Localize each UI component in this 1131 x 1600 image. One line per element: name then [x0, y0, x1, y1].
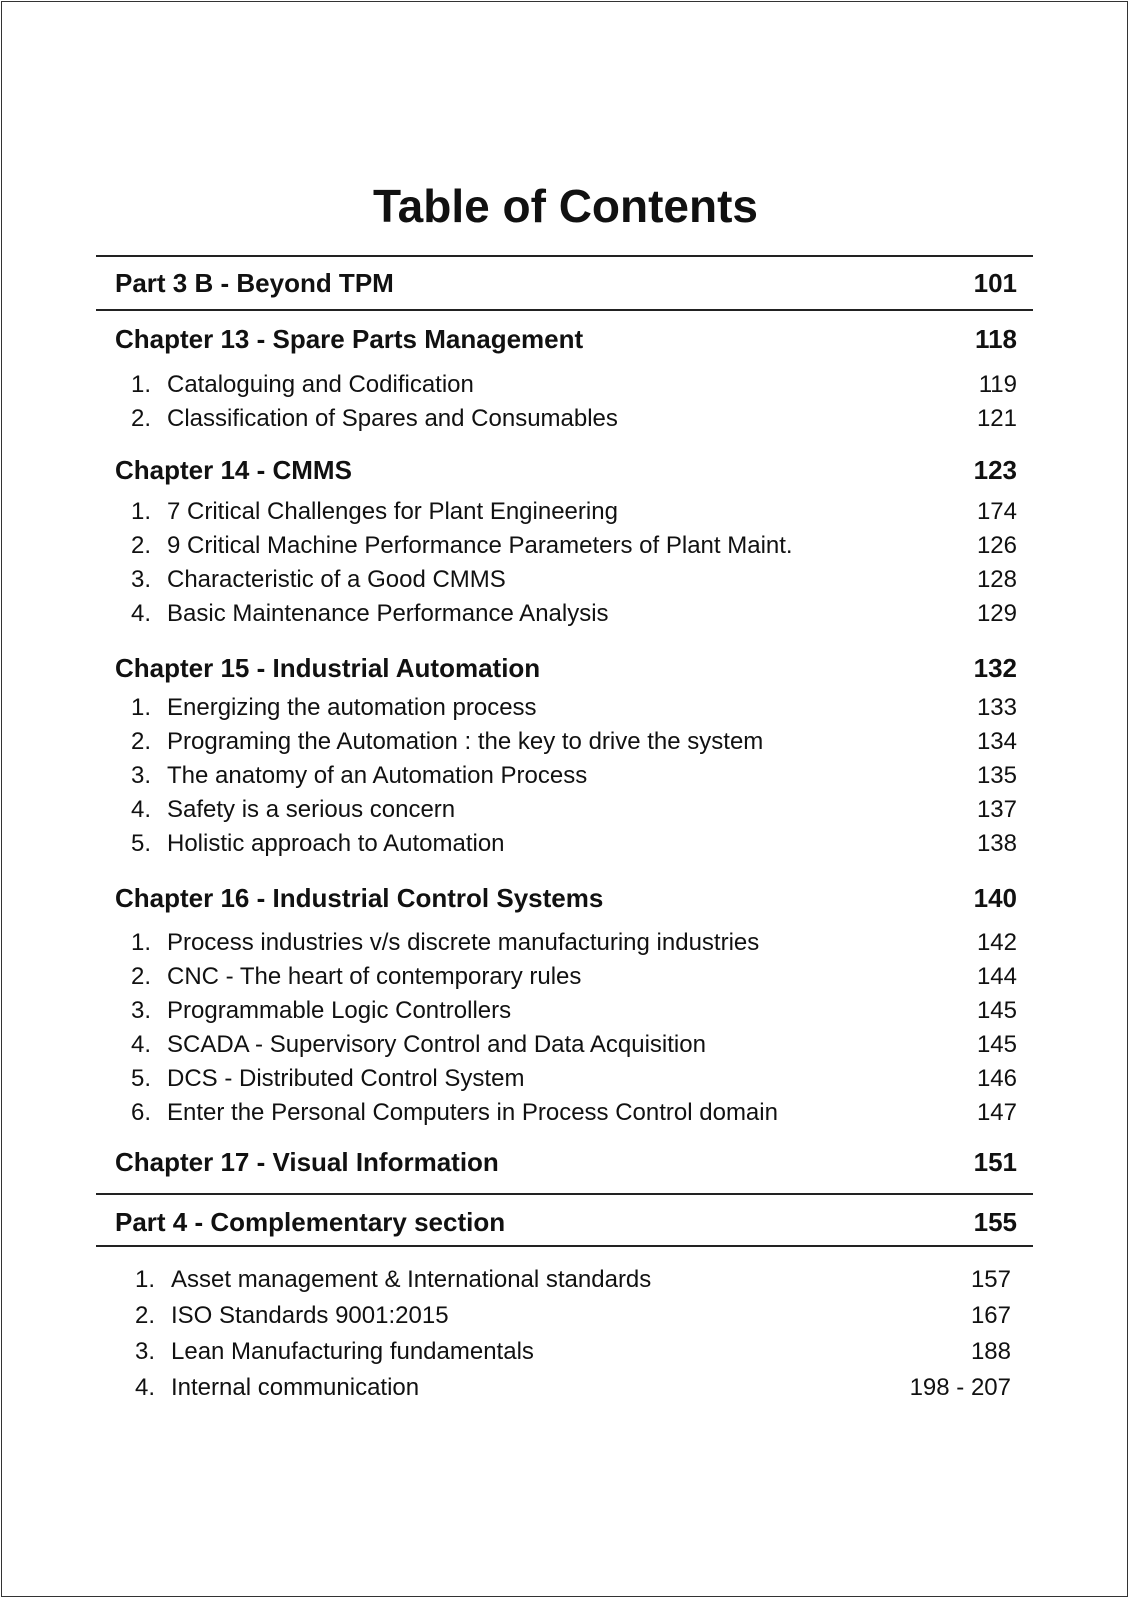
- toc-entry-chapter-17[interactable]: [115, 1145, 1017, 1179]
- item-title: Cataloguing and Codification: [167, 371, 474, 398]
- item-number: 3.: [135, 1338, 156, 1365]
- divider-part-3b: [96, 309, 1033, 311]
- item-title: Holistic approach to Automation: [167, 830, 505, 857]
- item-title: Lean Manufacturing fundamentals: [171, 1338, 534, 1365]
- toc-subentry[interactable]: [131, 1028, 1017, 1062]
- page-number: 134: [976, 728, 1017, 755]
- item-title: 9 Critical Machine Performance Parameters of Plant Maint.: [167, 532, 793, 559]
- chapter-title: Chapter 13 - Spare Parts Management: [115, 324, 584, 354]
- item-number: 4.: [135, 1374, 156, 1401]
- toc-subentry[interactable]: [131, 529, 1017, 563]
- page-title: Table of Contents: [372, 180, 759, 232]
- page-number: 119: [978, 371, 1017, 398]
- item-number: 2.: [131, 405, 152, 432]
- chapter-title: Chapter 14 - CMMS: [115, 455, 352, 485]
- toc-subentry[interactable]: [131, 495, 1017, 529]
- toc-subentry[interactable]: [131, 759, 1017, 793]
- item-title: Internal communication: [171, 1374, 420, 1401]
- chapter-title: Chapter 16 - Industrial Control Systems: [115, 883, 604, 913]
- item-number: 1.: [131, 371, 152, 398]
- item-number: 2.: [135, 1302, 156, 1329]
- item-title: Asset management & International standards: [171, 1266, 652, 1293]
- item-number: 4.: [131, 1031, 152, 1058]
- toc-subentry[interactable]: [131, 402, 1017, 436]
- page-number: 174: [976, 498, 1017, 525]
- toc-subentry[interactable]: [131, 1096, 1017, 1130]
- page-number: 147: [976, 1099, 1017, 1126]
- toc-entry-part-3b[interactable]: [115, 266, 1017, 300]
- page-number: 142: [976, 929, 1017, 956]
- page-number: 132: [973, 653, 1017, 683]
- page-number: 126: [976, 532, 1017, 559]
- toc-subentry[interactable]: [131, 725, 1017, 759]
- page-number: 145: [976, 997, 1017, 1024]
- item-number: 3.: [131, 566, 152, 593]
- item-number: 1.: [135, 1266, 156, 1293]
- part-title: Part 3 B - Beyond TPM: [115, 268, 394, 298]
- divider-top: [96, 255, 1033, 257]
- item-number: 1.: [131, 694, 152, 721]
- page-number: 188: [970, 1338, 1011, 1365]
- page-number: 121: [976, 405, 1017, 432]
- item-title: SCADA - Supervisory Control and Data Acquisition: [167, 1031, 706, 1058]
- page-number: 198 - 207: [909, 1374, 1011, 1401]
- divider-part-4-top: [96, 1193, 1033, 1195]
- toc-subentry[interactable]: [135, 1371, 1011, 1405]
- item-title: Safety is a serious concern: [167, 796, 456, 823]
- item-title: Energizing the automation process: [167, 694, 537, 721]
- toc-entry-chapter-16[interactable]: [115, 881, 1017, 915]
- page-number: 133: [976, 694, 1017, 721]
- toc-subentry[interactable]: [135, 1263, 1011, 1297]
- item-number: 4.: [131, 796, 152, 823]
- item-title: 7 Critical Challenges for Plant Engineering: [167, 498, 618, 525]
- toc-entry-chapter-14[interactable]: [115, 453, 1017, 487]
- page-number: 128: [976, 566, 1017, 593]
- toc-entry-chapter-15[interactable]: [115, 651, 1017, 685]
- item-title: The anatomy of an Automation Process: [167, 762, 588, 789]
- chapter-title: Chapter 17 - Visual Information: [115, 1147, 499, 1177]
- page-number: 135: [976, 762, 1017, 789]
- item-number: 3.: [131, 762, 152, 789]
- item-number: 6.: [131, 1099, 152, 1126]
- page-number: 123: [973, 455, 1017, 485]
- toc-subentry[interactable]: [131, 926, 1017, 960]
- item-number: 4.: [131, 600, 152, 627]
- page-number: 118: [975, 324, 1017, 354]
- item-title: Programing the Automation : the key to drive the system: [167, 728, 764, 755]
- page-number: 101: [973, 268, 1017, 298]
- item-number: 5.: [131, 830, 152, 857]
- item-title: Characteristic of a Good CMMS: [167, 566, 506, 593]
- item-title: Basic Maintenance Performance Analysis: [167, 600, 609, 627]
- item-title: Process industries v/s discrete manufacturing industries: [167, 929, 760, 956]
- toc-subentry[interactable]: [135, 1335, 1011, 1369]
- toc-entry-chapter-13[interactable]: [115, 322, 1017, 356]
- item-number: 2.: [131, 532, 152, 559]
- item-title: DCS - Distributed Control System: [167, 1065, 525, 1092]
- page-number: 157: [970, 1266, 1011, 1293]
- toc-subentry[interactable]: [131, 691, 1017, 725]
- item-number: 1.: [131, 929, 152, 956]
- page-number: 155: [973, 1207, 1017, 1237]
- page-number: 145: [976, 1031, 1017, 1058]
- page-number: 146: [976, 1065, 1017, 1092]
- item-title: Classification of Spares and Consumables: [167, 405, 618, 432]
- item-number: 2.: [131, 728, 152, 755]
- toc-subentry[interactable]: [131, 1062, 1017, 1096]
- page-number: 144: [976, 963, 1017, 990]
- page-number: 129: [976, 600, 1017, 627]
- item-number: 5.: [131, 1065, 152, 1092]
- toc-subentry[interactable]: [131, 563, 1017, 597]
- item-title: Programmable Logic Controllers: [167, 997, 512, 1024]
- toc-subentry[interactable]: [131, 960, 1017, 994]
- item-title: Enter the Personal Computers in Process Control domain: [167, 1099, 778, 1126]
- page-number: 137: [976, 796, 1017, 823]
- divider-part-4-bottom: [96, 1245, 1033, 1247]
- toc-entry-part-4[interactable]: [115, 1205, 1017, 1239]
- page-number: 151: [973, 1147, 1017, 1177]
- item-title: CNC - The heart of contemporary rules: [167, 963, 582, 990]
- toc-subentry[interactable]: [131, 994, 1017, 1028]
- toc-subentry[interactable]: [131, 368, 1017, 402]
- toc-subentry[interactable]: [131, 793, 1017, 827]
- part-title: Part 4 - Complementary section: [115, 1207, 506, 1237]
- toc-subentry[interactable]: [135, 1299, 1011, 1333]
- page-number: 138: [976, 830, 1017, 857]
- item-title: ISO Standards 9001:2015: [171, 1302, 449, 1329]
- page-number: 167: [970, 1302, 1011, 1329]
- item-number: 2.: [131, 963, 152, 990]
- chapter-title: Chapter 15 - Industrial Automation: [115, 653, 541, 683]
- page-number: 140: [973, 883, 1017, 913]
- item-number: 3.: [131, 997, 152, 1024]
- toc-subentry[interactable]: [131, 827, 1017, 861]
- item-number: 1.: [131, 498, 152, 525]
- toc-subentry[interactable]: [131, 597, 1017, 631]
